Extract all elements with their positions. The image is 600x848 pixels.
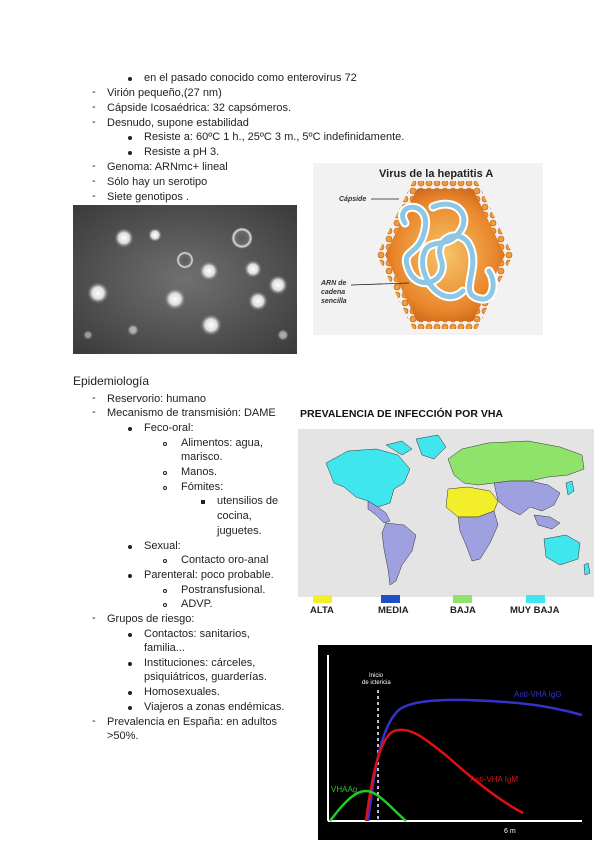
resist-ph: Resiste a pH 3. <box>144 146 220 158</box>
bullet <box>128 662 132 666</box>
bullet <box>128 427 132 431</box>
bullet <box>128 151 132 155</box>
genome-info: Genoma: ARNmc+ lineal <box>107 161 228 173</box>
circle-bullet <box>163 559 167 563</box>
reservoir: Reservorio: humano <box>107 393 207 405</box>
anti-igg-curve <box>368 700 582 821</box>
jaundice-start-line-2: de ictericia <box>362 680 391 686</box>
posttransfusion: Postransfusional. <box>181 584 266 596</box>
serotype-info: Sólo hay un serotipo <box>107 176 208 188</box>
legend-label-very-low: MUY BAJA <box>510 605 560 616</box>
institutions-line-2: psiquiátricos, guarderías. <box>144 671 267 683</box>
capsid-label: Cápside <box>339 196 367 203</box>
legend-label-low: BAJA <box>450 605 476 616</box>
bullet <box>128 136 132 140</box>
bullet <box>128 574 132 578</box>
dash: - <box>92 406 96 418</box>
institutions-line-1: Instituciones: cárceles, <box>144 657 256 669</box>
legend-swatch-high <box>313 595 332 603</box>
legend-swatch-low <box>453 595 472 603</box>
prevalence-spain-line-2: >50%. <box>107 730 139 742</box>
sexual: Sexual: <box>144 540 181 552</box>
naked-info: Desnudo, supone estabilidad <box>107 117 249 129</box>
anti-igm-label: Anti-VHA IgM <box>470 775 519 784</box>
bullet <box>128 545 132 549</box>
bullet <box>128 77 132 81</box>
fecal-oral: Feco-oral: <box>144 422 194 434</box>
hav-virus-diagram <box>313 163 543 335</box>
food-line-1: Alimentos: agua, <box>181 437 263 449</box>
dash: - <box>92 190 96 202</box>
parenteral: Parenteral: poco probable. <box>144 569 274 581</box>
dash: - <box>92 116 96 128</box>
map-title: PREVALENCIA DE INFECCIÓN POR VHA <box>300 408 504 420</box>
dash: - <box>92 101 96 113</box>
legend-label-medium: MEDIA <box>378 605 409 616</box>
advp: ADVP. <box>181 598 213 610</box>
travelers: Viajeros a zonas endémicas. <box>144 701 285 713</box>
transmission-mechanism: Mecanismo de transmisión: DAME <box>107 407 276 419</box>
anti-igg-label: Anti-VHA IgG <box>514 690 562 699</box>
square-bullet <box>201 500 205 504</box>
vhaag-label: VHAAg <box>331 785 358 794</box>
electron-micrograph <box>73 205 297 354</box>
circle-bullet <box>163 603 167 607</box>
rna-label-line-1: ARN de <box>321 280 347 287</box>
homosexuals: Homosexuales. <box>144 686 220 698</box>
dash: - <box>92 612 96 624</box>
capsid-info: Cápside Icosaédrica: 32 capsómeros. <box>107 102 292 114</box>
legend-label-high: ALTA <box>310 605 334 616</box>
contacts-line-2: familia... <box>144 642 185 654</box>
circle-bullet <box>163 442 167 446</box>
contacts-line-1: Contactos: sanitarios, <box>144 628 250 640</box>
food-line-2: marisco. <box>181 451 223 463</box>
resist-temperature: Resiste a: 60ºC 1 h., 25ºC 3 m., 5ºC indefinidamente. <box>144 131 405 143</box>
bullet <box>128 706 132 710</box>
prevalence-map <box>298 405 594 620</box>
utensils-line-3: juguetes. <box>217 525 262 537</box>
dash: - <box>92 715 96 727</box>
diagram-title: Virus de la hepatitis A <box>379 168 494 180</box>
rna-label-line-2: cadena <box>321 289 346 296</box>
fomites: Fómites: <box>181 481 224 493</box>
jaundice-start-line-1: Inicio <box>369 673 384 679</box>
enterovirus-note: en el pasado conocido como enterovirus 72 <box>144 72 357 84</box>
circle-bullet <box>163 471 167 475</box>
circle-bullet <box>163 486 167 490</box>
utensils-line-1: utensilios de <box>217 495 279 507</box>
rna-label-line-3: sencilla <box>321 298 347 305</box>
prevalence-spain-line-1: Prevalencia en España: en adultos <box>107 716 278 728</box>
bullet <box>128 633 132 637</box>
bullet <box>128 691 132 695</box>
dash: - <box>92 86 96 98</box>
dash: - <box>92 175 96 187</box>
time-label: 6 m <box>504 828 516 835</box>
legend-swatch-medium <box>381 595 400 603</box>
genotype-info: Siete genotipos . <box>107 191 189 203</box>
dash: - <box>92 160 96 172</box>
epidemiology-heading: Epidemiología <box>73 374 150 388</box>
legend-swatch-very-low <box>526 595 545 603</box>
oral-anal-contact: Contacto oro-anal <box>181 554 269 566</box>
risk-groups: Grupos de riesgo: <box>107 613 195 625</box>
serology-chart <box>318 645 592 840</box>
hands: Manos. <box>181 466 218 478</box>
circle-bullet <box>163 589 167 593</box>
dash: - <box>92 392 96 404</box>
virion-size: Virión pequeño,(27 nm) <box>107 87 222 99</box>
utensils-line-2: cocina, <box>217 510 252 522</box>
